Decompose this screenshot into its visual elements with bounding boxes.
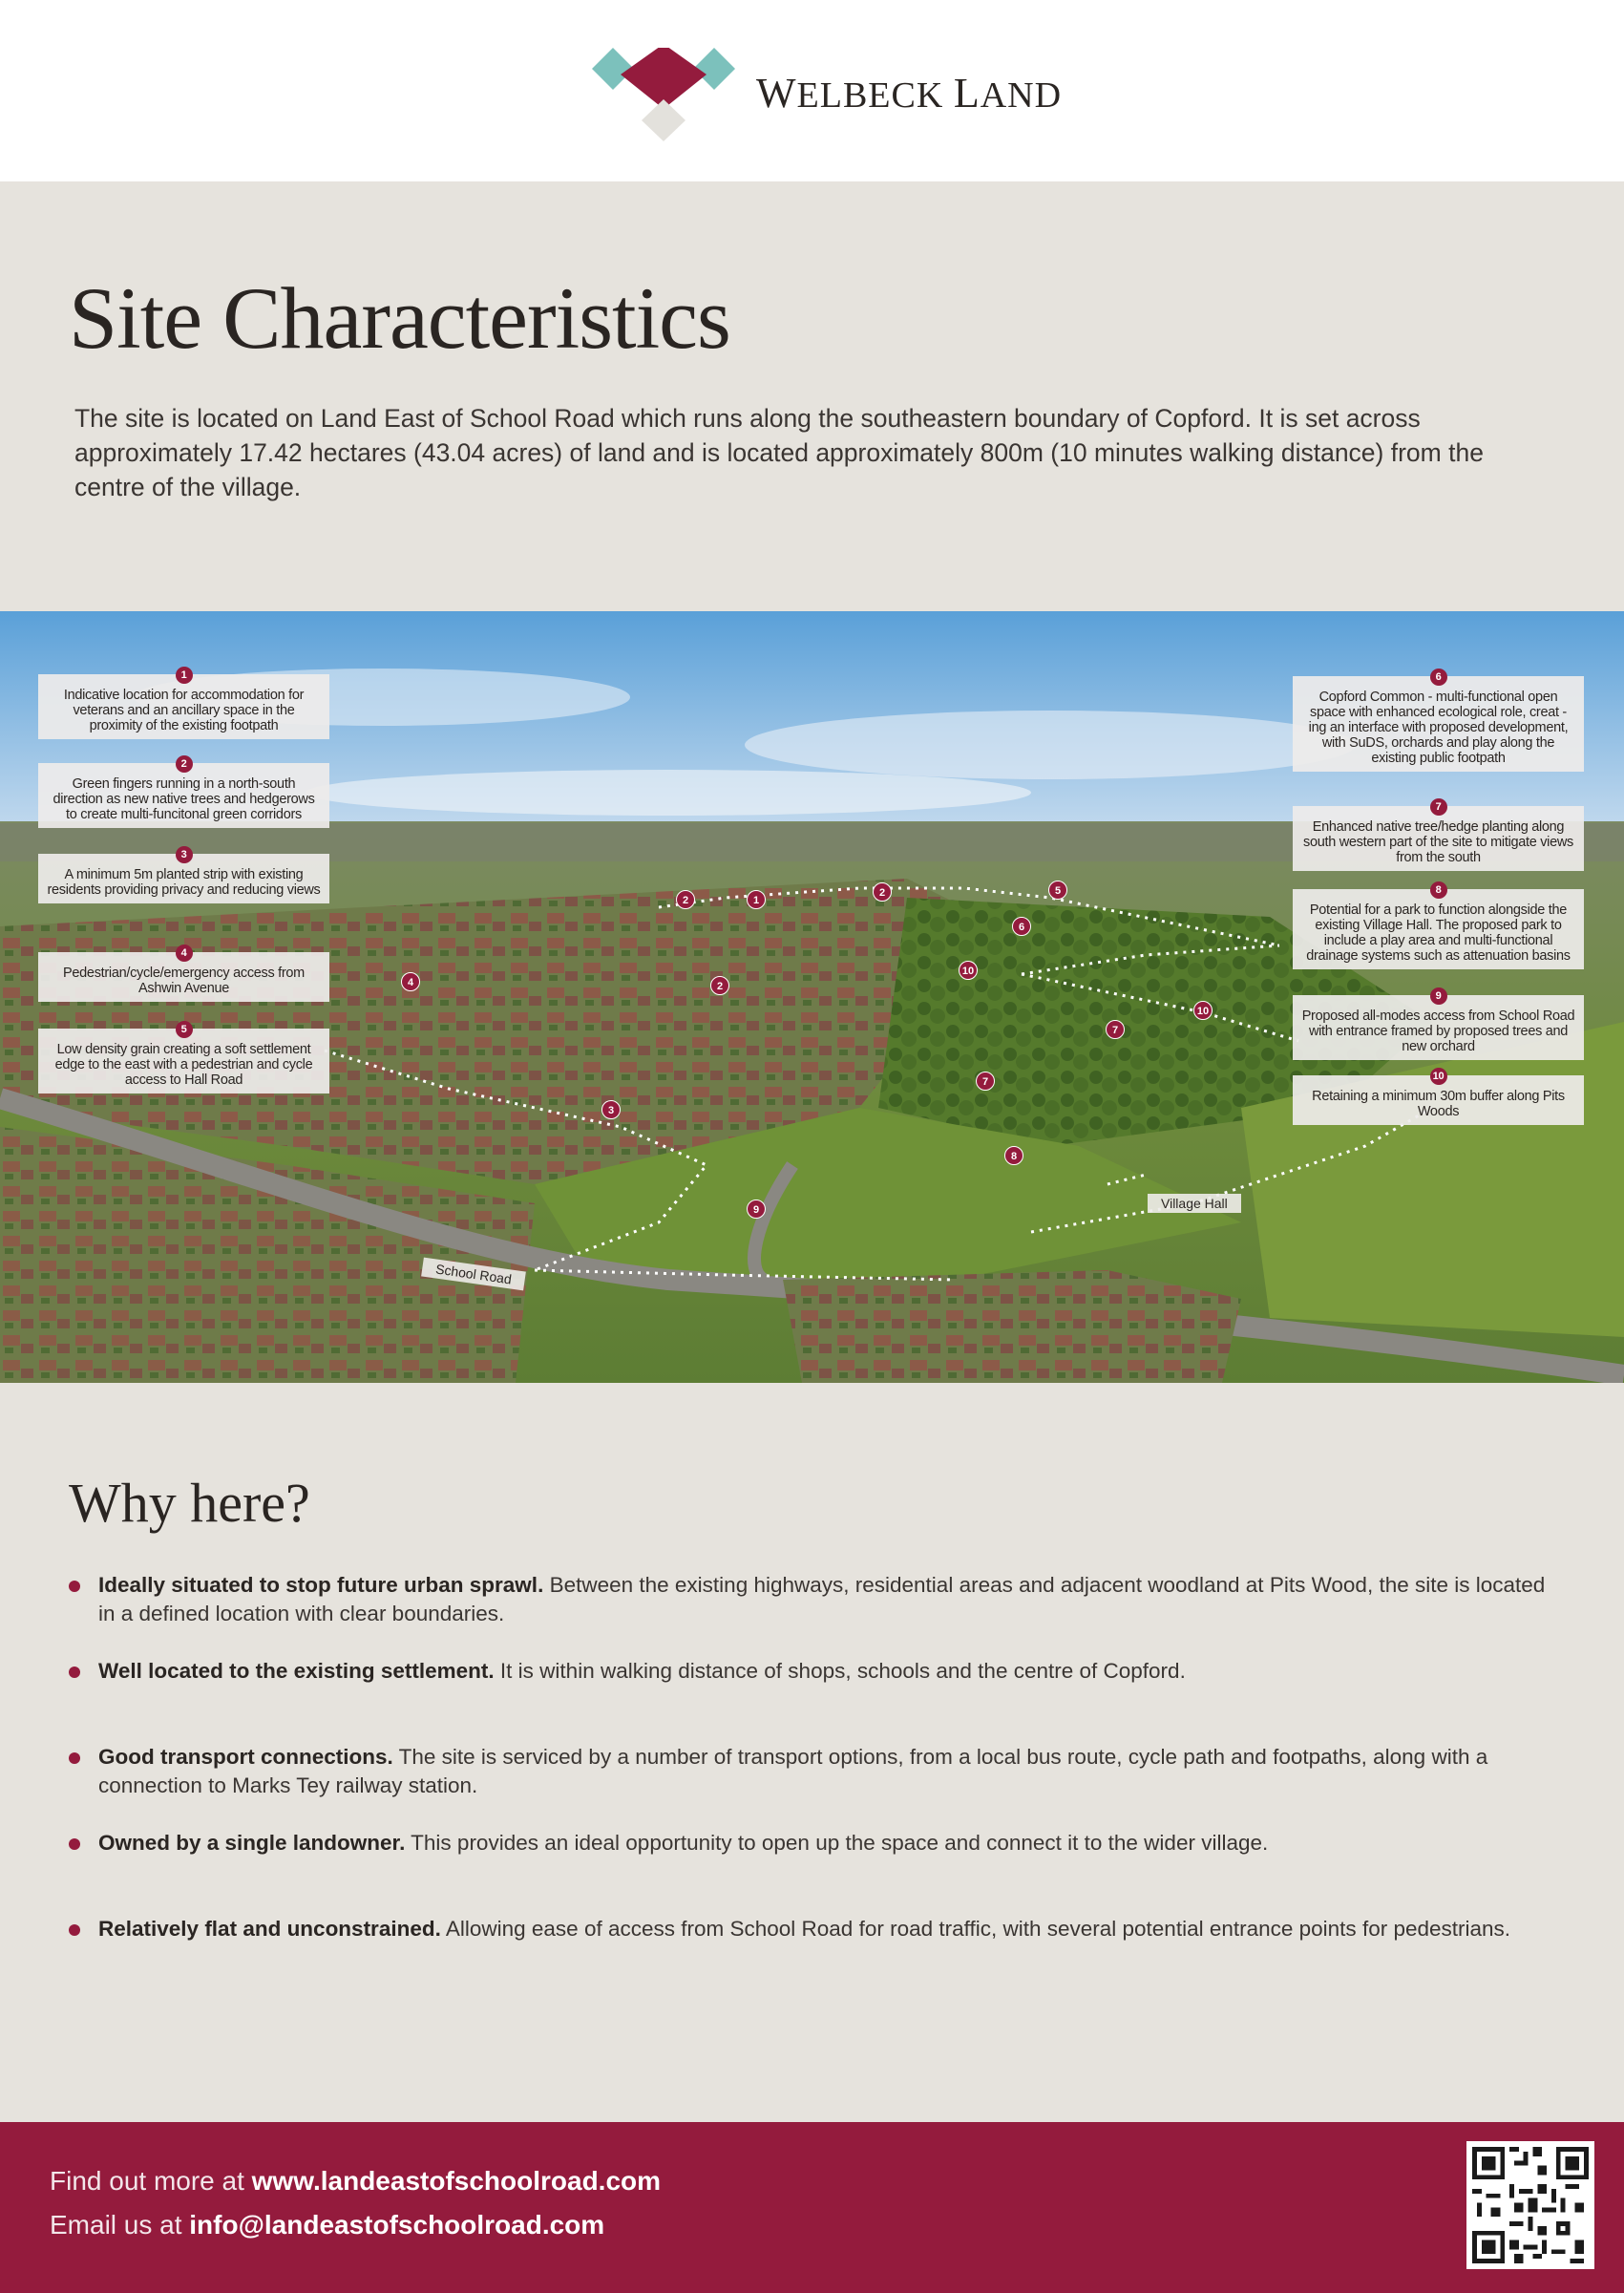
list-item [69,1657,1558,1686]
list-item-text: The site is serviced by a number of transport options, from a local bus route, cycle path and footpaths, along with a connection to Marks Tey railway station. [98,1745,1488,1797]
page-footer [0,2122,1624,2293]
callout-text: Low density grain creating a soft settlement edge to the east with a pedestrian and cycle access to Hall Road [54,1042,313,1088]
callout-1 [38,669,329,739]
email-prefix: Email us at [50,2210,190,2240]
website-line [50,2166,661,2197]
callout-text: Pedestrian/cycle/emergency access from Ashwin Avenue [63,966,305,996]
map-marker: 2 [873,882,892,902]
list-item [69,1571,1558,1628]
callout-number: 4 [176,945,193,962]
list-item [69,1743,1558,1800]
website-link[interactable]: www.landeastofschoolroad.com [251,2166,662,2196]
callout-text: Potential for a park to function alongside the existing Village Hall. The proposed park to include a play area and multi-functional drainage systems such as attenuation basins [1306,902,1571,964]
callout-number: 8 [1430,881,1447,899]
map-marker: 6 [1012,917,1031,936]
list-item-text: This provides an ideal opportunity to open up the space and connect it to the wider village. [405,1831,1269,1855]
school-road-label: School Road [421,1258,526,1291]
map-marker: 10 [959,961,978,980]
callout-9 [1293,990,1584,1060]
brand-name: WELBECK LAND [756,70,1063,117]
list-item [69,1829,1558,1858]
page-title: Site Characteristics [69,269,730,367]
map-marker: 8 [1004,1146,1023,1165]
list-item [69,1915,1558,1972]
map-marker: 2 [676,890,695,909]
callout-number: 3 [176,846,193,863]
callout-text: Green fingers running in a north-south direction as new native trees and hedgerows to create multi-funcitonal green corridors [53,776,315,822]
list-item-heading: Well located to the existing settlement. [98,1659,495,1683]
map-marker: 5 [1048,881,1067,900]
website-prefix: Find out more at [50,2166,252,2196]
callout-text: A minimum 5m planted strip with existing residents providing privacy and reducing views [47,867,321,898]
callout-text: Indicative location for accommodation for veterans and an ancillary space in the proximity of the existing footpath [63,688,305,733]
map-marker: 1 [747,890,766,909]
why-here-heading: Why here? [69,1472,310,1534]
map-marker: 2 [710,976,729,995]
callout-3 [38,849,329,903]
callout-6 [1293,671,1584,772]
callout-number: 7 [1430,798,1447,816]
callout-number: 5 [176,1021,193,1038]
callout-8 [1293,884,1584,969]
callout-text: Retaining a minimum 30m buffer along Pits Woods [1312,1089,1565,1119]
map-marker: 7 [1106,1020,1125,1039]
callout-4 [38,947,329,1002]
bullet-dot-icon [69,1924,80,1936]
qr-code-icon[interactable] [1466,2141,1594,2269]
email-line [50,2210,604,2240]
map-marker: 3 [601,1100,621,1119]
email-link[interactable]: info@landeastofschoolroad.com [189,2210,605,2240]
callout-10 [1293,1071,1584,1125]
bullet-dot-icon [69,1838,80,1850]
callout-number: 6 [1430,669,1447,686]
callout-number: 2 [176,755,193,773]
list-item-text: Between the existing highways, residential areas and adjacent woodland at Pits Wood, the site is located in a defined location with clear boundaries. [98,1573,1546,1625]
map-marker: 10 [1193,1001,1213,1020]
list-item-heading: Relatively flat and unconstrained. [98,1917,441,1941]
intro-paragraph: The site is located on Land East of School Road which runs along the southeastern boundary of Copford. It is set across approximately 17.42 hectares (43.04 acres) of land and is located approximately 800m (10 minutes walking distance) from the centre of the village. [74,404,1484,501]
callout-number: 10 [1430,1068,1447,1085]
bullet-dot-icon [69,1667,80,1678]
callout-2 [38,758,329,828]
aerial-site-photo [0,611,1624,1383]
list-item-heading: Owned by a single landowner. [98,1831,406,1855]
why-here-list [69,1571,1558,2001]
map-marker: 7 [976,1072,995,1091]
list-item-text: Allowing ease of access from School Road for road traffic, with several potential entrance points for pedestrians. [440,1917,1511,1941]
callout-7 [1293,801,1584,871]
welbeck-land-logo [592,48,735,143]
page-header [0,0,1624,181]
list-item-heading: Ideally situated to stop future urban sprawl. [98,1573,544,1597]
village-hall-label: Village Hall [1148,1194,1241,1213]
map-marker: 4 [401,972,420,991]
callout-number: 1 [176,667,193,684]
callout-text: Proposed all-modes access from School Road with entrance framed by proposed trees and new orchard [1301,1008,1575,1054]
callout-5 [38,1024,329,1093]
bullet-dot-icon [69,1752,80,1764]
callout-number: 9 [1430,987,1447,1005]
callout-text: Copford Common - multi-functional open space with enhanced ecological role, creat - ing an interface with proposed development, with SuDS, orchards and play along the existing public footpath [1308,690,1569,766]
callout-text: Enhanced native tree/hedge planting along south western part of the site to mitigate views from the south [1303,819,1573,865]
list-item-text: It is within walking distance of shops, schools and the centre of Copford. [494,1659,1186,1683]
map-marker: 9 [747,1200,766,1219]
list-item-heading: Good transport connections. [98,1745,393,1769]
bullet-dot-icon [69,1581,80,1592]
